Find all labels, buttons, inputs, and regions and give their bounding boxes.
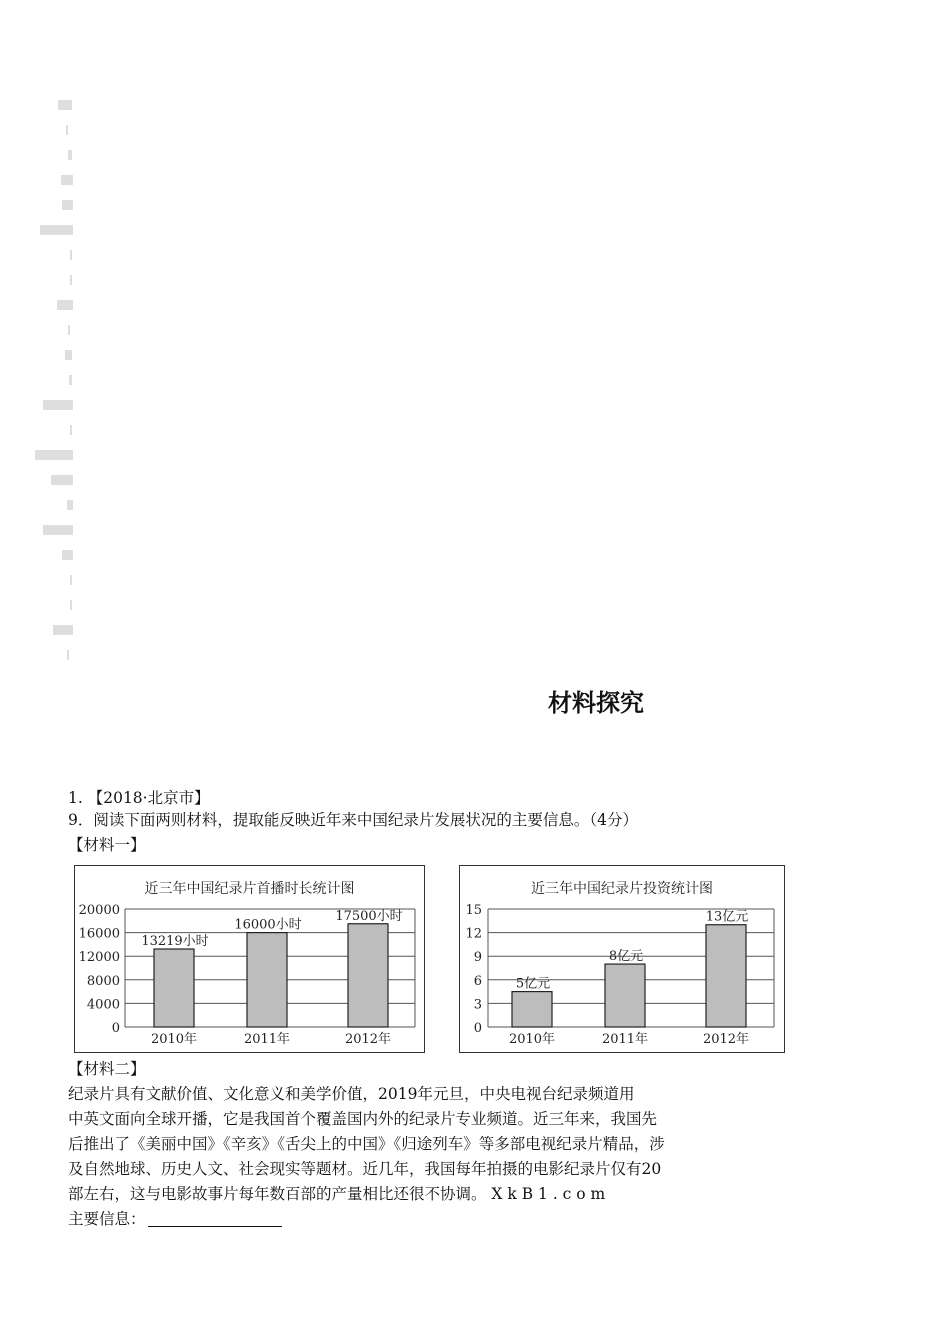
y-tick-label: 12000 — [78, 950, 120, 966]
bar — [247, 933, 287, 1027]
chart-title: 近三年中国纪录片投资统计图 — [531, 881, 713, 897]
bar-data-label: 5亿元 — [515, 976, 551, 992]
bar-data-label: 16000小时 — [234, 917, 302, 933]
chart-investment-svg — [460, 866, 784, 1052]
bar — [605, 964, 645, 1027]
bar-data-label: 17500小时 — [335, 908, 403, 924]
chart-investment — [459, 865, 785, 1053]
material-two-line: 纪录片具有文献价值、文化意义和美学价值，2019年元旦，中央电视台纪录频道用 — [68, 1085, 635, 1103]
y-tick-label: 15 — [465, 903, 482, 918]
y-tick-label: 4000 — [86, 997, 120, 1013]
bar — [154, 949, 194, 1027]
x-tick-label: 2012年 — [344, 1032, 392, 1047]
y-tick-label: 12 — [465, 926, 482, 942]
question-source: 1. 【2018·北京市】 — [68, 789, 210, 807]
y-tick-label: 0 — [473, 1021, 482, 1036]
x-tick-label: 2010年 — [508, 1032, 556, 1047]
bar — [706, 925, 746, 1027]
material-two-line: 后推出了《美丽中国》《辛亥》《舌尖上的中国》《归途列车》等多部电视纪录片精品，涉 — [68, 1135, 665, 1153]
chart-broadcast-hours-svg — [75, 866, 424, 1052]
question-prompt: 9．阅读下面两则材料，提取能反映近年来中国纪录片发展状况的主要信息。（4分） — [68, 811, 638, 829]
chart-broadcast-hours — [74, 865, 425, 1053]
material-two-line: 部左右，这与电影故事片每年数百部的产量相比还很不协调。 X k B 1 . c o m — [68, 1185, 606, 1203]
x-tick-label: 2010年 — [150, 1032, 198, 1047]
section-title: 材料探究 — [548, 689, 644, 717]
y-tick-label: 0 — [111, 1021, 120, 1036]
y-tick-label: 3 — [473, 997, 482, 1013]
answer-label: 主要信息： — [68, 1210, 146, 1228]
y-tick-label: 6 — [473, 973, 482, 989]
material-one-label: 【材料一】 — [68, 836, 146, 854]
material-two-line: 及自然地球、历史人文、社会现实等题材。近几年，我国每年拍摄的电影纪录片仅有20 — [68, 1160, 662, 1178]
bar-data-label: 13219小时 — [141, 934, 209, 950]
material-two-label: 【材料二】 — [68, 1060, 146, 1078]
material-two-line: 中英文面向全球开播，它是我国首个覆盖国内外的纪录片专业频道。近三年来，我国先 — [68, 1110, 658, 1128]
x-tick-label: 2012年 — [702, 1032, 750, 1047]
bar — [348, 924, 388, 1027]
answer-row — [68, 1209, 282, 1229]
y-tick-label: 8000 — [86, 973, 120, 989]
y-tick-label: 9 — [473, 950, 482, 966]
x-tick-label: 2011年 — [243, 1032, 291, 1047]
x-tick-label: 2011年 — [601, 1032, 649, 1047]
answer-blank[interactable] — [148, 1210, 282, 1227]
y-tick-label: 16000 — [78, 926, 120, 942]
bar-data-label: 13亿元 — [705, 909, 749, 925]
chart-title: 近三年中国纪录片首播时长统计图 — [144, 881, 355, 897]
bar — [512, 992, 552, 1027]
bar-data-label: 8亿元 — [608, 949, 644, 965]
y-tick-label: 20000 — [78, 903, 120, 918]
